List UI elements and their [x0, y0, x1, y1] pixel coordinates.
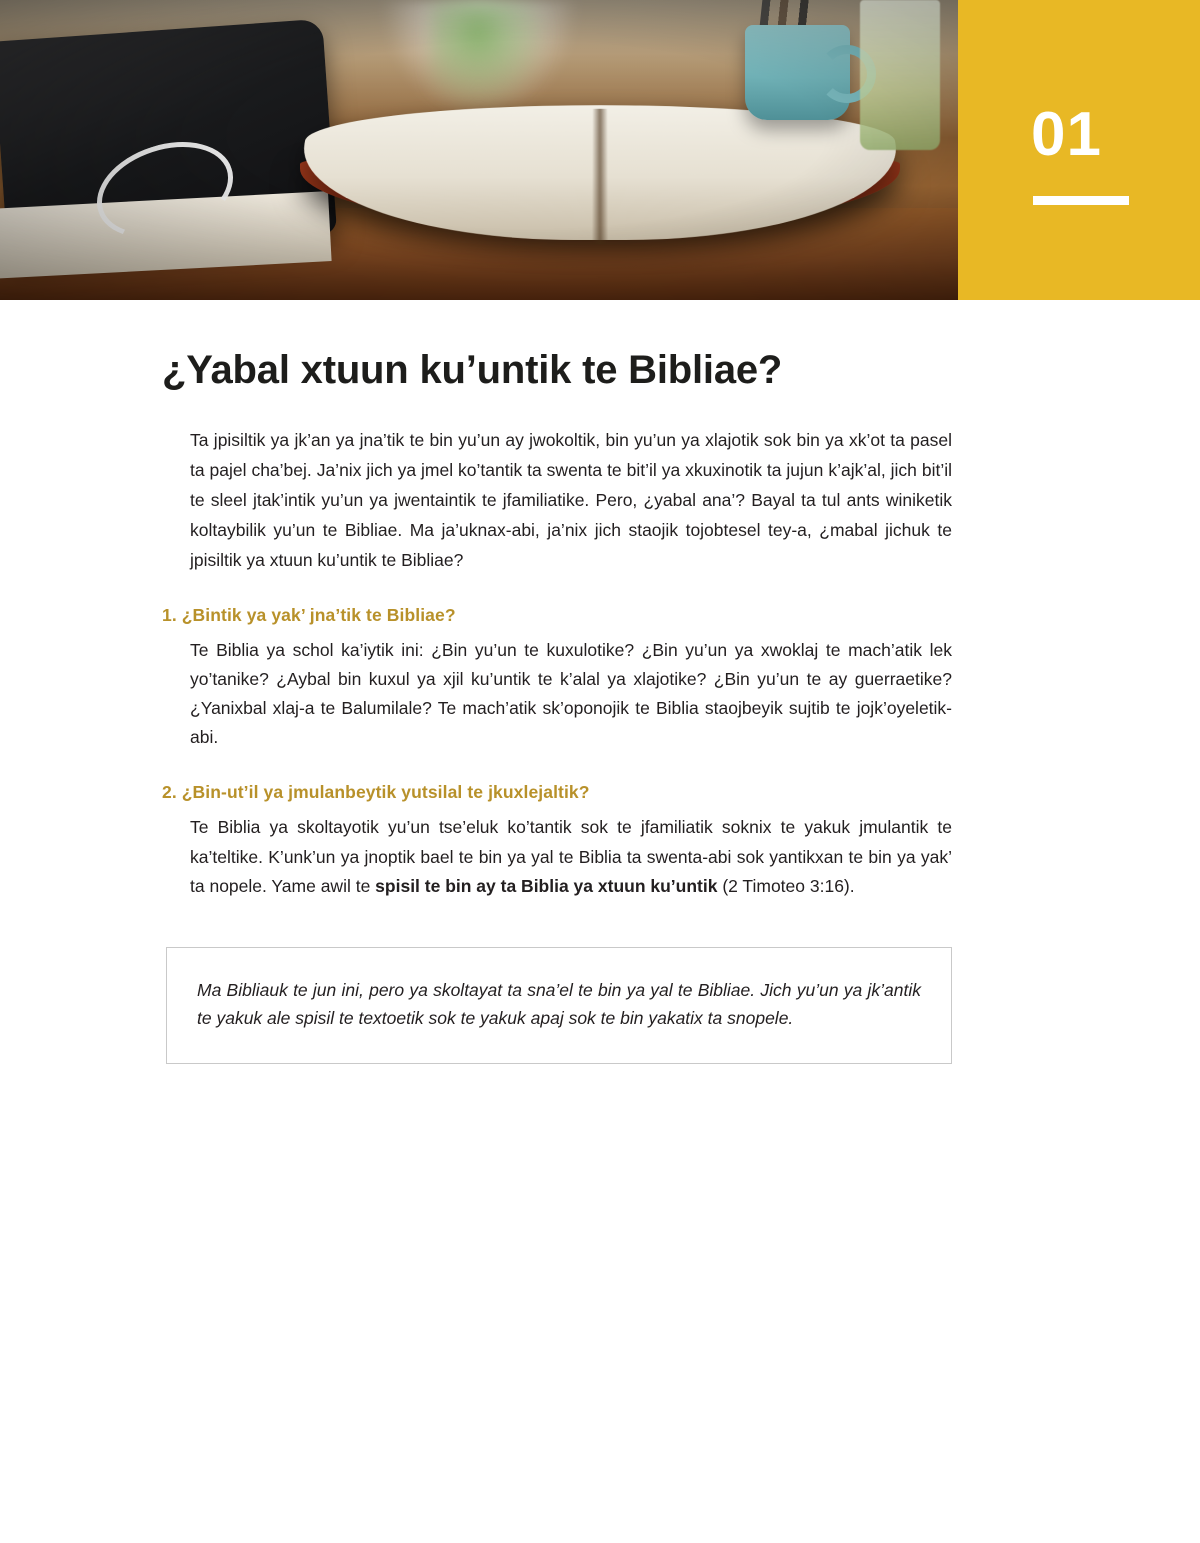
callout-box: [166, 947, 952, 1064]
section-heading-1: 1. ¿Bintik ya yak’ jna’tik te Bibliae?: [162, 605, 456, 626]
section-heading-2: 2. ¿Bin-ut’il ya jmulanbeytik yutsilal te jkuxlejaltik?: [162, 782, 590, 803]
page-header: [0, 0, 1200, 300]
section-body-2-emphasis: spisil te bin ay ta Biblia ya xtuun ku’untik: [375, 875, 718, 896]
page-title: ¿Yabal xtuun ku’untik te Bibliae?: [162, 348, 783, 392]
chapter-badge: [958, 0, 1200, 300]
section-body-2-part2: (2 Timoteo 3:16).: [717, 875, 855, 896]
article-content: [162, 425, 952, 1064]
hero-photo: [0, 0, 958, 300]
section-body-1: Te Biblia ya schol ka’iytik ini: ¿Bin yu’un te kuxulotike? ¿Bin yu’un ya xwoklaj te mach’atik lek yo’tanike? ¿Aybal bin kuxul ya xjil ku’untik te k’alal ya xlajotike? ¿Bin yu’un te ay guerraetike? ¿Yanixbal xlaj-a te Balumilale? Te mach’atik sk’oponojik te Biblia staojbeyik sujtib te jojk’oyeletik-abi.: [190, 640, 952, 748]
photo-vignette: [0, 0, 958, 300]
page-body: [0, 346, 1200, 1064]
callout-text: Ma Bibliauk te jun ini, pero ya skoltayat ta sna’el te bin ya yal te Bibliae. Jich yu’un ya jk’antik te yakuk ale spisil te textoetik sok te yakuk apaj sok te bin yakatix ta snopele.: [197, 979, 921, 1029]
chapter-number: 01: [1031, 100, 1102, 169]
section-body-2: [190, 813, 952, 900]
chapter-underline-rule: [1033, 196, 1129, 205]
lead-paragraph: Ta jpisiltik ya jk’an ya jna’tik te bin yu’un ay jwokoltik, bin yu’un ya xlajotik sok bin ya xk’ot ta pasel ta pajel cha’bej. Ja’nix jich ya jmel ko’tantik ta swenta te bit’il ya xkuxinotik ta jujun k’ajk’al, jich bit’il te sleel jtak’intik yu’un ya jwentaintik te jfamiliatike. Pero, ¿yabal ana’? Bayal ta tul ants winiketik koltaybilik yu’un te Bibliae. Ma ja’uknax-abi, ja’nix jich staojik tojobtesel tey-a, ¿mabal jichuk te jpisiltik ya xtuun ku’untik te Bibliae?: [190, 429, 952, 571]
section-body-2-part1: Te Biblia ya skoltayotik yu’un tse’eluk ko’tantik sok te jfamiliatik soknix te yakuk jmulantik te ka’teltike. K’unk’un ya jnoptik bael te bin ya yal te Biblia ta swenta-abi sok yantikxan te bin ya yak’ ta nopele. Yame awil te: [190, 817, 952, 896]
